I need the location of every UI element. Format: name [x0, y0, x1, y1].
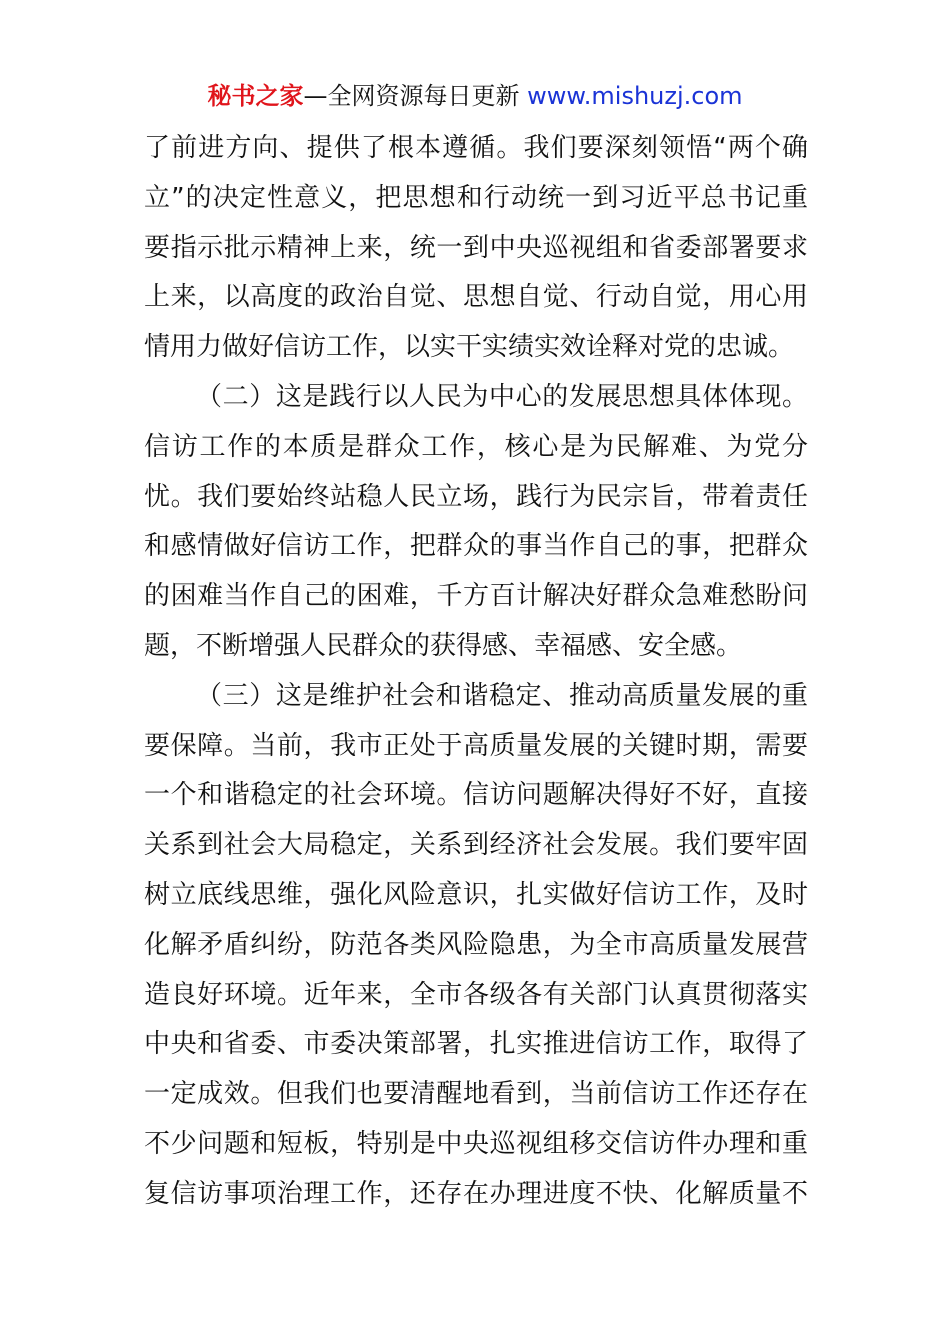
- text-line: 树立底线思维，强化风险意识，扎实做好信访工作，及时: [144, 879, 808, 910]
- text-line: 的困难当作自己的困难，千方百计解决好群众急难愁盼问: [144, 581, 808, 612]
- text-line: 复信访事项治理工作，还存在办理进度不快、化解质量不: [144, 1178, 808, 1209]
- text-line: 忧。我们要始终站稳人民立场，践行为民宗旨，带着责任: [144, 481, 808, 512]
- section-heading: （二）这是践行以人民为中心的发展思想具体体现。: [196, 381, 808, 412]
- text-line: 上来，以高度的政治自觉、思想自觉、行动自觉，用心用: [144, 282, 808, 313]
- section-heading: （三）这是维护社会和谐稳定、推动高质量发展的重: [196, 680, 808, 711]
- text-line: 立”的决定性意义，把思想和行动统一到习近平总书记重: [144, 182, 808, 213]
- text-line: 不少问题和短板，特别是中央巡视组移交信访件办理和重: [144, 1128, 808, 1159]
- brand-name: 秘书之家: [207, 82, 304, 110]
- text-line: 一个和谐稳定的社会环境。信访问题解决得好不好，直接: [144, 780, 808, 811]
- text-line: 情用力做好信访工作，以实干实绩实效诠释对党的忠诚。: [144, 332, 795, 363]
- site-header: [0, 80, 950, 112]
- header-tagline: —全网资源每日更新: [303, 82, 520, 110]
- text-line: 中央和省委、市委决策部署，扎实推进信访工作，取得了: [144, 1029, 808, 1060]
- text-line: 造良好环境。近年来，全市各级各有关部门认真贯彻落实: [144, 979, 808, 1010]
- text-line: 了前进方向、提供了根本遵循。我们要深刻领悟“两个确: [144, 133, 808, 163]
- text-line: 要指示批示精神上来，统一到中央巡视组和省委部署要求: [144, 232, 808, 263]
- text-line: 题，不断增强人民群众的获得感、幸福感、安全感。: [144, 630, 743, 661]
- text-line: 关系到社会大局稳定，关系到经济社会发展。我们要牢固: [144, 830, 808, 861]
- text-line: 要保障。当前，我市正处于高质量发展的关键时期，需要: [144, 730, 808, 761]
- site-url-link[interactable]: www.mishuzj.com: [527, 82, 743, 110]
- document-body: [144, 124, 808, 1220]
- text-line: 和感情做好信访工作，把群众的事当作自己的事，把群众: [144, 531, 808, 562]
- text-line: 信访工作的本质是群众工作，核心是为民解难、为党分: [144, 431, 808, 462]
- text-line: 一定成效。但我们也要清醒地看到，当前信访工作还存在: [144, 1079, 808, 1110]
- text-line: 化解矛盾纠纷，防范各类风险隐患，为全市高质量发展营: [144, 929, 808, 960]
